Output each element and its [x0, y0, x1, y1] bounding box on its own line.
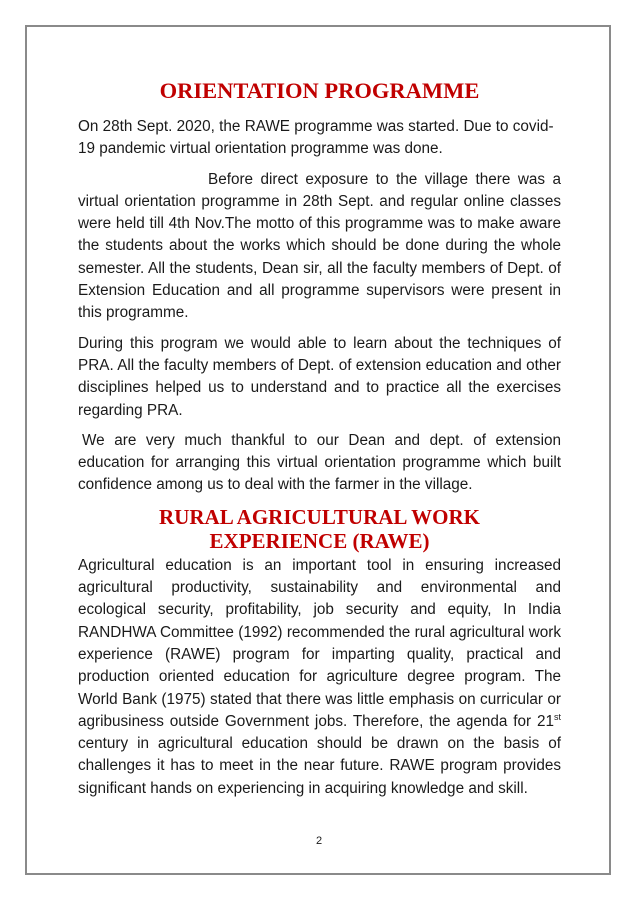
pra-paragraph: During this program we would able to learn about the techniques of PRA. All the faculty members of Dept. of extension education and other disciplines helped us to understand and to practice all the exercises regarding PRA. — [78, 334, 561, 419]
page-number: 2 — [315, 835, 323, 847]
rawe-paragraph-text-1: Agricultural education is an important tool in ensuring increased agricultural productivity, sustainability and environmental and ecological security, profitability, job security and equity, In India RANDHWA Committee (1992) recommended the rural agricultural work experience (RAWE) program for imparting quality, practical and production oriented education for agriculture degree program. The World Bank (1975) stated that there was little emphasis on curricular or agribusiness outside Government jobs. Therefore, the agenda for 21 — [78, 556, 561, 730]
orientation-heading: ORIENTATION PROGRAMME — [159, 78, 480, 103]
rawe-heading-line1: RURAL AGRICULTURAL WORK — [159, 504, 480, 529]
rawe-heading-line2: EXPERIENCE (RAWE) — [209, 528, 430, 553]
intro-paragraph: On 28th Sept. 2020, the RAWE programme was started. Due to covid-19 pandemic virtual orientation programme was done. — [78, 118, 554, 158]
rawe-heading — [78, 505, 561, 553]
thanks-paragraph: We are very much thankful to our Dean and dept. of extension education for arranging this virtual orientation programme which built confidence among us to deal with the farmer in the village. — [78, 431, 561, 494]
century-superscript: st — [553, 711, 561, 722]
document-body — [78, 76, 561, 808]
rawe-paragraph-text-2: century in agricultural education should be drawn on the basis of challenges it has to meet in the near future. RAWE program provides significant hands on experiencing in acquiring knowledge and skill. — [78, 735, 561, 797]
rawe-paragraph — [78, 555, 561, 800]
orientation-details-paragraph: Before direct exposure to the village there was a virtual orientation programme in 28th Sept. and regular online classes were held till 4th Nov.The motto of this programme was to make aware the students about the works which should be done during the whole semester. All the students, Dean sir, all the faculty members of Dept. of Extension Education and all programme supervisors were present in this programme. — [78, 170, 561, 322]
